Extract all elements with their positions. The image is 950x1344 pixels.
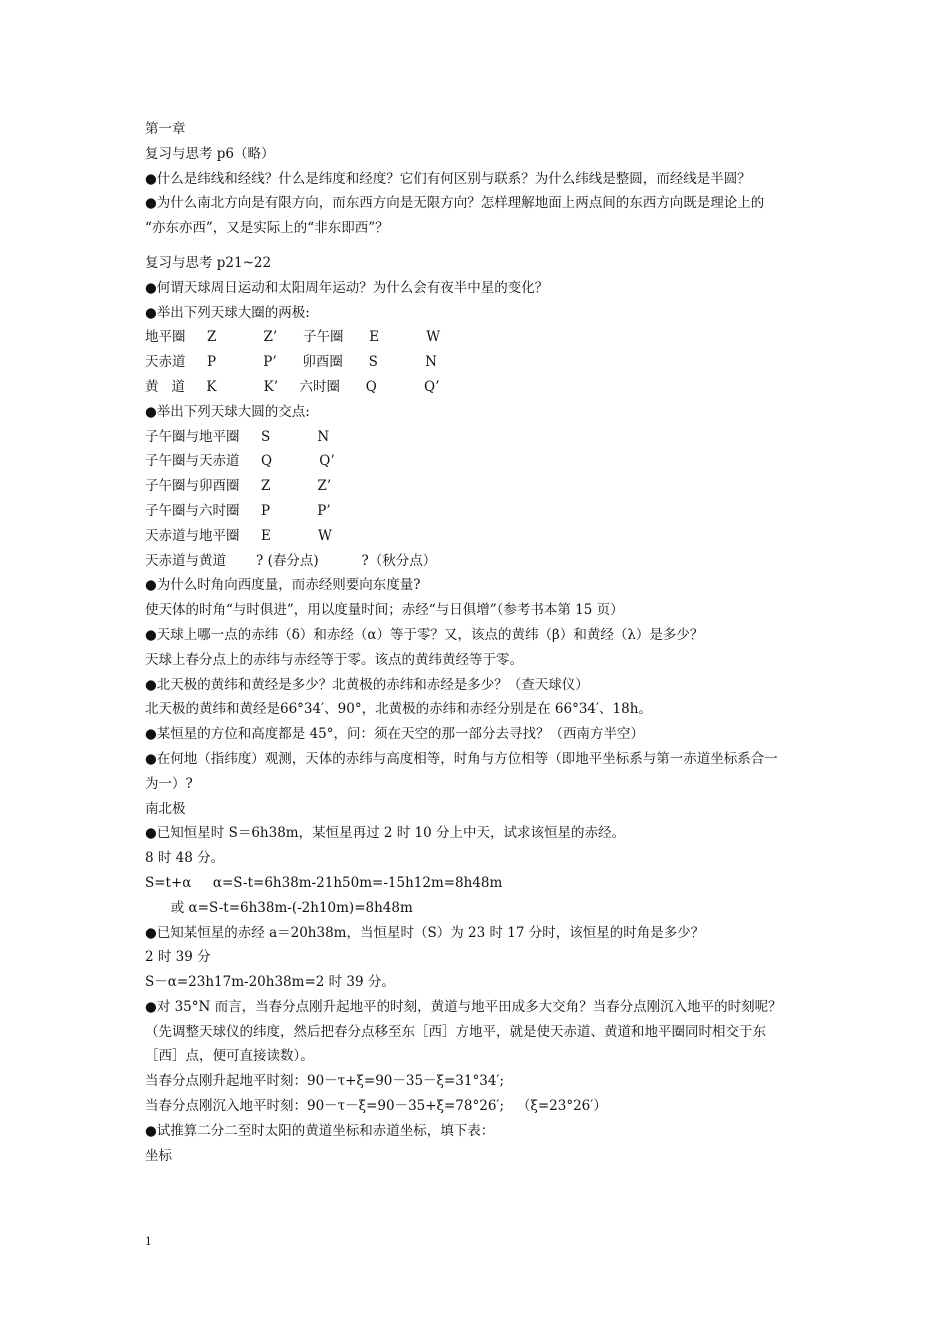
text-line: 当春分点刚升起地平时刻：90－τ+ξ=90－35－ξ=31°34′; <box>145 1073 505 1090</box>
text-line: 天球上春分点上的赤纬与赤经等于零。该点的黄纬黄经等于零。 <box>145 651 523 668</box>
text-line: S=t+α α=S-t=6h38m-21h50m=-15h12m=8h48m <box>145 874 503 891</box>
text-line: 子午圈与地平圈 S N <box>145 428 330 445</box>
text-line: “亦东亦西”，又是实际上的“非东即西”？ <box>145 220 389 237</box>
text-line: （先调整天球仪的纬度，然后把春分点移至东［西］方地平，就是使天赤道、黄道和地平圈同时相交于东 <box>145 1023 766 1040</box>
text-line: ●什么是纬线和经线？什么是纬度和经度？它们有何区别与联系？为什么纬线是整圆，而经线是半圆？ <box>145 170 751 187</box>
text-line: S－α=23h17m-20h38m=2 时 39 分。 <box>145 974 395 991</box>
text-line: ●举出下列天球大圆的交点: <box>145 403 310 420</box>
text-line: ●举出下列天球大圈的两极: <box>145 304 310 321</box>
text-line: ●对 35°N 而言，当春分点刚升起地平的时刻，黄道与地平田成多大交角？当春分点刚沉入地平的时刻呢？ <box>145 998 782 1015</box>
text-line: ●为什么时角向西度量，而赤经则要向东度量? <box>145 577 421 594</box>
text-line: 2 时 39 分 <box>145 949 211 966</box>
text-line: 第一章 <box>145 121 186 137</box>
text-line: 地平圈 Z Z’ 子午圈 E W <box>145 329 441 346</box>
text-line: ●已知某恒星的赤经 a＝20h38m，当恒星时（S）为 23 时 17 分时，该恒星的时角是多少？ <box>145 924 705 941</box>
paragraph-gap <box>145 241 825 251</box>
text-line: 天赤道与黄道 ? (春分点) ?（秋分点） <box>145 552 437 569</box>
text-line: 子午圈与天赤道 Q Q’ <box>145 453 335 470</box>
text-line: ［西］点，便可直接读数）。 <box>145 1048 314 1065</box>
text-line: 天赤道与地平圈 E W <box>145 527 332 544</box>
text-line: ●天球上哪一点的赤纬（δ）和赤经（α）等于零？又，该点的黄纬（β）和黄经（λ）是多少？ <box>145 626 704 643</box>
text-line: 南北极 <box>145 800 186 817</box>
text-line: 子午圈与六时圈 P P’ <box>145 502 331 519</box>
document-body <box>145 117 825 1168</box>
review-questions-block <box>145 251 825 1168</box>
text-line: 子午圈与卯酉圈 Z Z’ <box>145 478 332 495</box>
text-line: 或 α=S-t=6h38m-(-2h10m)=8h48m <box>145 899 413 916</box>
text-line: ●在何地（指纬度）观测，天体的赤纬与高度相等，时角与方位相等（即地平坐标系与第一赤道坐标系合一 <box>145 750 778 767</box>
text-line: ●已知恒星时 S＝6h38m，某恒星再过 2 时 10 分上中天，试求该恒星的赤经。 <box>145 825 626 842</box>
chapter-intro-block <box>145 117 825 241</box>
text-line: ●北天极的黄纬和黄经是多少？北黄极的赤纬和赤经是多少？（查天球仪） <box>145 676 589 693</box>
text-line: 当春分点刚沉入地平时刻：90－τ－ξ=90－35+ξ=78°26′; （ξ=23°26′） <box>145 1098 607 1115</box>
text-line: 为一）? <box>145 775 193 792</box>
text-line: 复习与思考 p21~22 <box>145 254 272 271</box>
text-line: ●试推算二分二至时太阳的黄道坐标和赤道坐标，填下表： <box>145 1122 495 1139</box>
text-line: 使天体的时角“与时俱进”，用以度量时间；赤经“与日俱增”（参考书本第 15 页） <box>145 602 624 619</box>
text-line: ●某恒星的方位和高度都是 45°，问：须在天空的那一部分去寻找？（西南方半空） <box>145 726 644 743</box>
page-number: 1 <box>145 1233 152 1248</box>
text-line: 天赤道 P P’ 卯酉圈 S N <box>145 354 437 371</box>
text-line: 坐标 <box>145 1147 172 1164</box>
text-line: ●为什么南北方向是有限方向，而东西方向是无限方向？怎样理解地面上两点间的东西方向既是理论上的 <box>145 195 765 212</box>
text-line: 黄 道 K K’ 六时圈 Q Q’ <box>145 378 440 395</box>
text-line: 复习与思考 p6（略） <box>145 145 275 162</box>
text-line: ●何谓天球周日运动和太阳周年运动？为什么会有夜半中星的变化？ <box>145 279 549 296</box>
text-line: 北天极的黄纬和黄经是66°34′、90°，北黄极的赤纬和赤经分别是在 66°34′、18h。 <box>145 701 652 718</box>
text-line: 8 时 48 分。 <box>145 850 225 867</box>
